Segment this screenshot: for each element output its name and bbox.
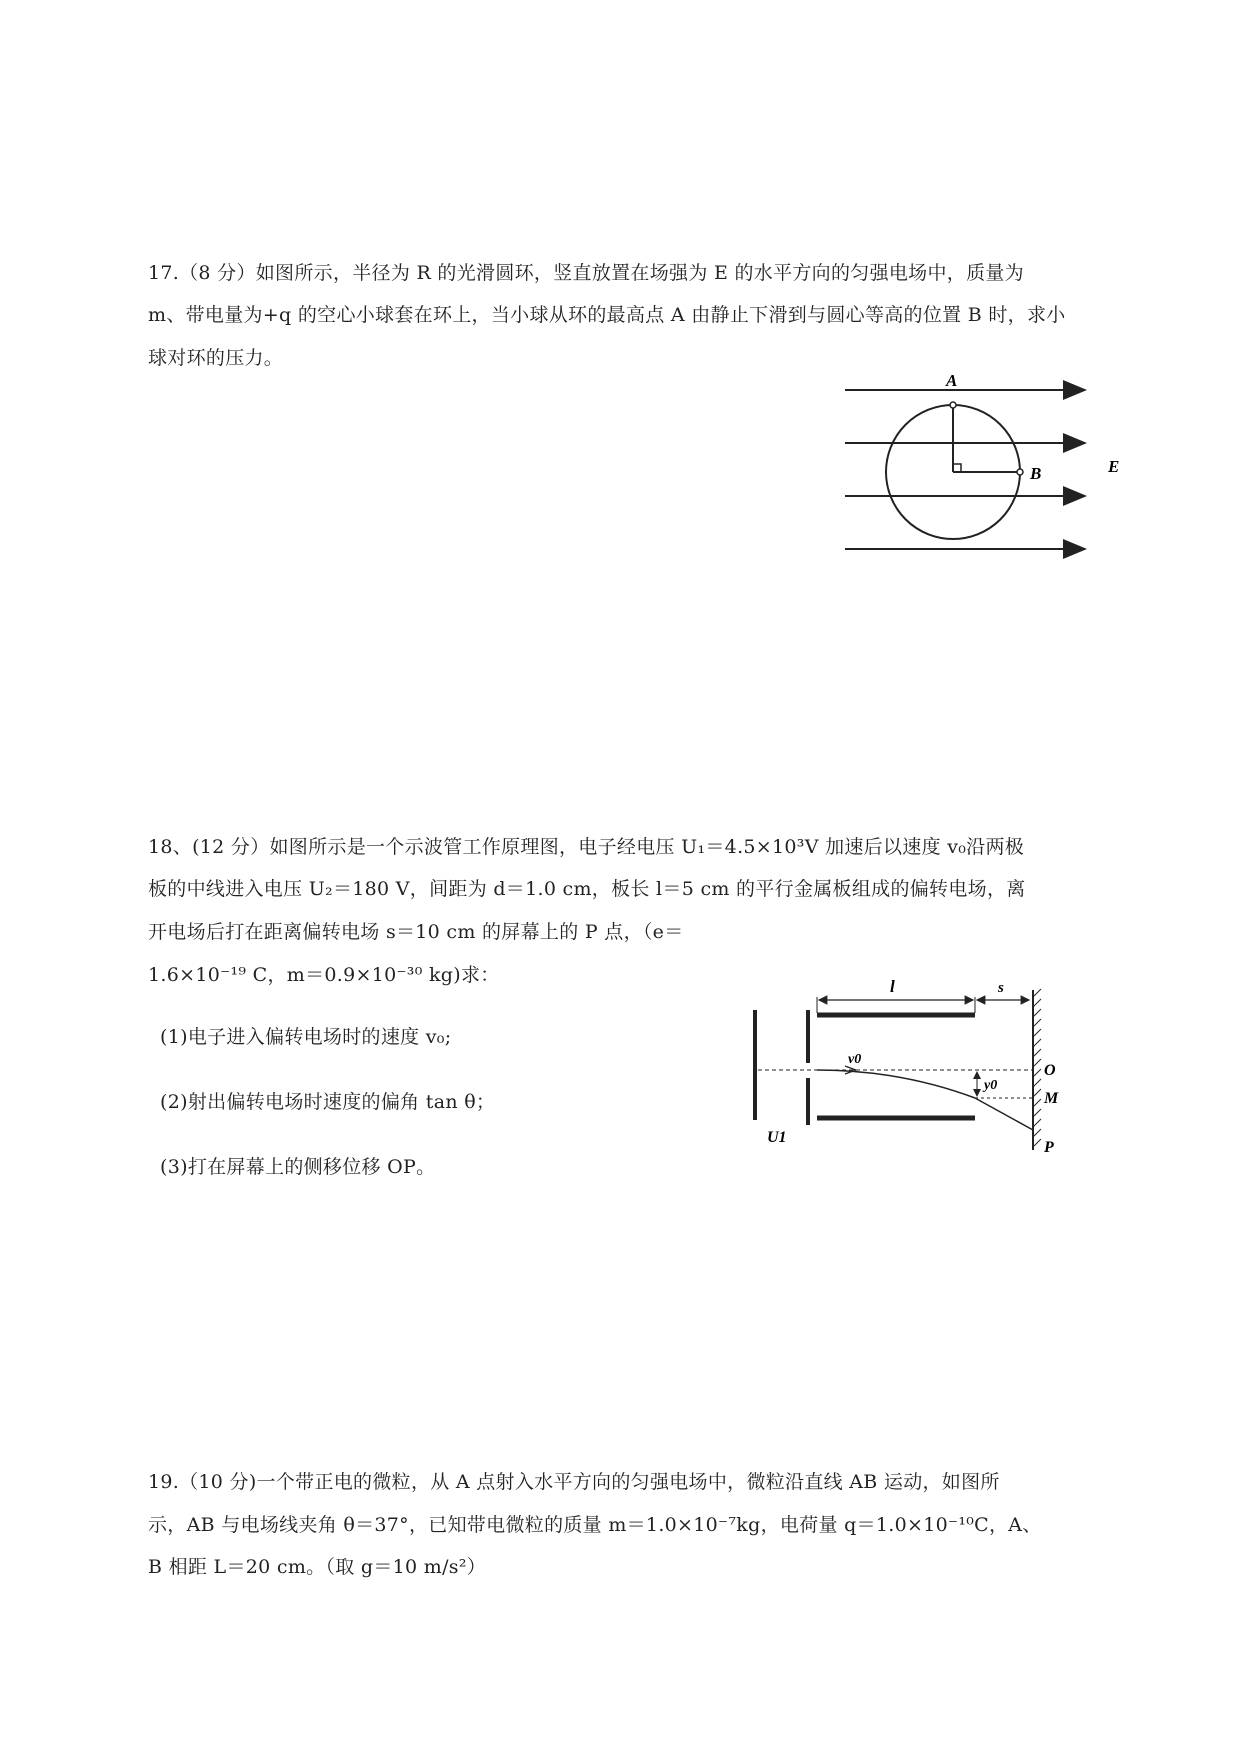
ring-field-figure xyxy=(840,368,1140,568)
screen-hatch xyxy=(1033,989,1041,1147)
right-angle-mark xyxy=(953,464,961,472)
label-p: P xyxy=(1044,1139,1054,1156)
label-m: M xyxy=(1044,1090,1059,1107)
q17-line-2: m、带电量为+q 的空心小球套在环上，当小球从环的最高点 A 由静止下滑到与圆心等高的位置 B 时，求小 xyxy=(148,304,1066,326)
q18-line-3: 开电场后打在距离偏转电场 s＝10 cm 的屏幕上的 P 点，（e＝ xyxy=(148,921,684,943)
q18-sub-2: (2)射出偏转电场时速度的偏角 tan θ； xyxy=(160,1091,496,1113)
q18-line-1: 18、(12 分）如图所示是一个示波管工作原理图，电子经电压 U₁＝4.5×10³V 加速后以速度 v₀沿两极 xyxy=(148,836,1025,858)
label-o: O xyxy=(1044,1062,1056,1079)
q18-sub-1: (1)电子进入偏转电场时的速度 v₀; xyxy=(160,1026,452,1048)
electron-trajectory xyxy=(817,1070,975,1098)
q19-line-1: 19.（10 分)一个带正电的微粒，从 A 点射入水平方向的匀强电场中，微粒沿直线 AB 运动，如图所 xyxy=(148,1471,1000,1493)
label-u1: U1 xyxy=(767,1129,787,1146)
bead-a xyxy=(950,402,956,408)
field-lines xyxy=(845,390,1085,549)
q17-line-1: 17.（8 分）如图所示，半径为 R 的光滑圆环，竖直放置在场强为 E 的水平方向的匀强电场中，质量为 xyxy=(148,262,1024,284)
q19-line-2: 示，AB 与电场线夹角 θ＝37°，已知带电微粒的质量 m＝1.0×10⁻⁷kg，电荷量 q＝1.0×10⁻¹⁰C，A、 xyxy=(148,1514,1042,1536)
label-s: s xyxy=(998,980,1004,996)
label-y0: y0 xyxy=(984,1078,998,1093)
q18-line-2: 板的中线进入电压 U₂＝180 V，间距为 d＝1.0 cm，板长 l＝5 cm 的平行金属板组成的偏转电场，离 xyxy=(148,878,1026,900)
q18-line-4: 1.6×10⁻¹⁹ C，m＝0.9×10⁻³⁰ kg)求： xyxy=(148,964,500,986)
bead-b xyxy=(1017,469,1023,475)
q17-line-3: 球对环的压力。 xyxy=(148,347,284,369)
label-e: E xyxy=(1108,457,1120,476)
label-v0: v0 xyxy=(848,1052,862,1067)
label-a: A xyxy=(946,371,958,390)
electron-straight-path xyxy=(975,1098,1033,1130)
q18-sub-3: (3)打在屏幕上的侧移位移 OP。 xyxy=(160,1156,436,1178)
label-b: B xyxy=(1030,464,1042,483)
oscilloscope-figure xyxy=(740,975,1100,1165)
label-l: l xyxy=(890,977,895,996)
q19-line-3: B 相距 L＝20 cm。（取 g＝10 m/s²） xyxy=(148,1556,487,1578)
